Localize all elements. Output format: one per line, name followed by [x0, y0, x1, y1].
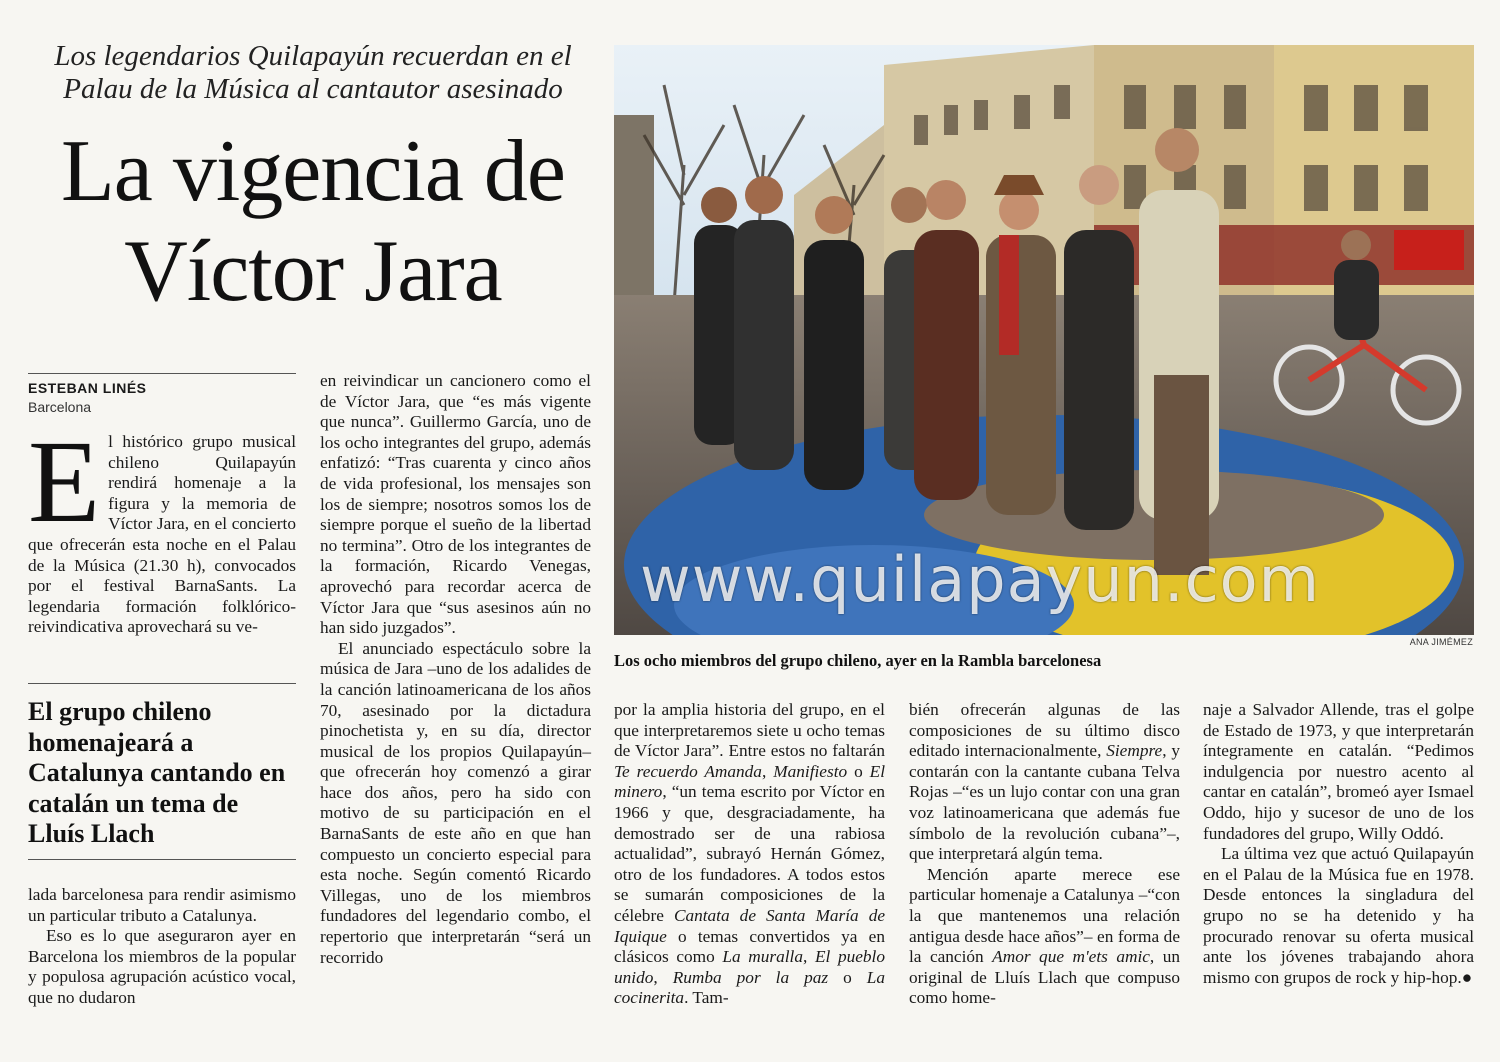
byline-rule [28, 373, 296, 374]
column-4 [909, 700, 1180, 1009]
column-3-p1: por la amplia historia del grupo, en el que interpretaremos siete u ocho temas de Víctor Jara”. Entre estos no faltarán Te recuerdo Amanda, Manifiesto o El minero, “un tema escrito por Víctor en 1966 y que, desgraciadamente, ha demostrado ser de una rabiosa actualidad”, subrayó Hernán Gómez, otro de los fundadores. A todos estos se sumarán composiciones de la célebre Cantata de Santa María de Iquique o temas convertidos ya en clásicos como La muralla, El pueblo unido, Rumba por la paz o La cocinerita. Tam- [614, 700, 886, 1008]
photo-watermark: www.quilapayun.com [640, 543, 1320, 616]
article-headline [28, 122, 598, 322]
pullquote-rule-top [28, 683, 296, 684]
column-4-p1: bién ofrecerán algunas de las composiciones de su último disco editado internacionalmente, Siempre, y contarán con la cantante cubana Telva Rojas –“es un lujo contar con una gran voz latinoamericana que además fue símbolo de la revolución cubana”–, que interpretará algún tema. [909, 700, 1180, 864]
dropcap: E [28, 416, 101, 547]
column-1-bottom [28, 885, 296, 1009]
photo-caption: Los ocho miembros del grupo chileno, ayer en la Rambla barcelonesa [614, 651, 1102, 670]
pullquote-rule-bottom [28, 859, 296, 860]
column-2-p2: El anunciado espectáculo sobre la música de Jara –uno de los adalides de la canción latinoamericana de los años 70, asesinado por la dictadura pinochetista y, en su día, director musical de los propios Quilapayún– que ofrecerán hoy comenzó a girar hace dos años, pero ha sido con motivo de su participación en el BarnaSants de este año en que han compuesto un concierto especial para esta noche. Según comentó Ricardo Villegas, uno de los miembros fundadores del legendario combo, el repertorio que interpretarán “será un recorrido [320, 638, 591, 967]
column-1-bottom-p2: Eso es lo que aseguraron ayer en Barcelona los miembros de la popular y populosa agrupación acústico vocal, que no dudaron [28, 926, 296, 1007]
column-4-p2: Mención aparte merece ese particular homenaje a Catalunya –“con la que mantenemos una relación antigua desde hace años”– en forma de la canción Amor que m'ets amic, un original de Lluís Llach que compuso como home- [909, 864, 1180, 1008]
byline-city: Barcelona [28, 399, 92, 415]
column-5-p2: La última vez que actuó Quilapayún en el Palau de la Música fue en 1978. Desde entonces la singladura del grupo no se ha detenido y ha procurado renovar su oferta musical ante los jóvenes trabajando ahora mismo con grupos de rock y hip-hop.● [1203, 844, 1474, 987]
pullquote: El grupo chileno homenajeará a Catalunya cantando en catalán un tema de Lluís Llach [28, 697, 286, 848]
article-kicker: Los legendarios Quilapayún recuerdan en el Palau de la Música al cantautor asesinado [54, 40, 572, 105]
column-1-top-text: l histórico grupo musical chileno Quilapayún rendirá homenaje a la figura y la memoria de Víctor Jara, en el concierto que ofrecerán esta noche en el Palau de la Música (21.30 h), convocados por el festival BarnaSants. La legendaria formación folklórico-reivindicativa aprovechará su ve- [28, 432, 296, 637]
column-1-top [28, 416, 296, 638]
column-5-p1: naje a Salvador Allende, tras el golpe de Estado de 1973, y que interpretarán íntegramente en catalán. “Pedimos indulgencia por nuestro acento al cantar en catalán”, bromeó ayer Ismael Oddo, hijo y sucesor de uno de los fundadores del grupo, Willy Oddó. [1203, 700, 1474, 843]
column-2 [320, 371, 591, 968]
column-3 [614, 700, 885, 1009]
byline-name: ESTEBAN LINÉS [28, 380, 147, 396]
column-2-p1: en reivindicar un cancionero como el de Víctor Jara, que “es más vigente que nunca”. Guillermo García, uno de los ocho integrantes del grupo, además enfatizó: “Tras cuarenta y cinco años de vida profesional, los mensajes son los de siempre; nosotros somos los de siempre porque el sueño de la libertad no termina”. Otro de los integrantes de la formación, Ricardo Venegas, aprovechó para recordar acerca de Víctor Jara que “sus asesinos aún no han sido juzgados”. [320, 371, 591, 638]
headline-line-1: La vigencia de [61, 123, 565, 220]
column-5 [1203, 700, 1474, 988]
photo-credit: ANA JIMÉMEZ [1409, 637, 1473, 647]
end-mark: ● [1461, 967, 1473, 987]
column-1-bottom-p1: lada barcelonesa para rendir asimismo un particular tributo a Catalunya. [28, 885, 296, 925]
headline-line-2: Víctor Jara [124, 223, 502, 320]
